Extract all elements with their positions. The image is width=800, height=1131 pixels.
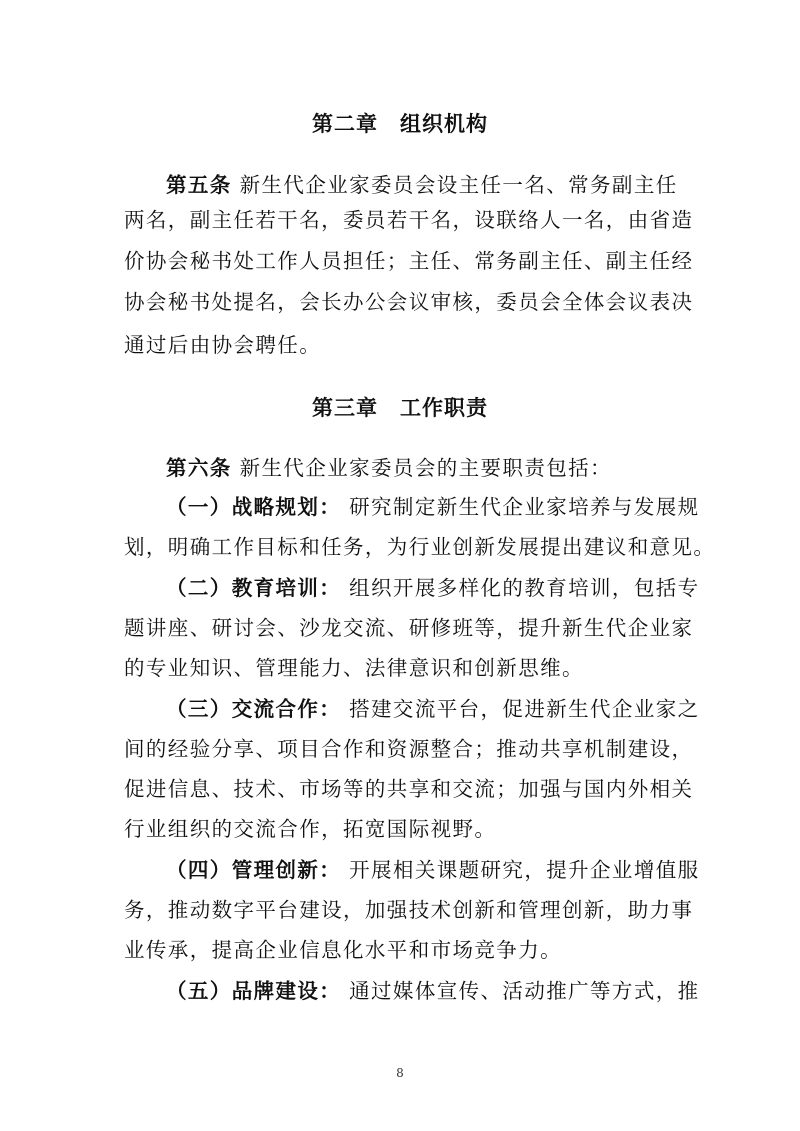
article-number: 第五条 — [166, 173, 232, 197]
article-text: 新生代企业家委员会的主要职责包括： — [239, 456, 612, 480]
duty-item-text: 通过媒体宣传、活动推广等方式，推 — [349, 979, 700, 1003]
article-text: 新生代企业家委员会设主任一名、常务副主任 — [239, 173, 678, 197]
duty-item-text: 研究制定新生代企业家培养与发展规 — [349, 495, 700, 519]
duty-text-line: 划，明确工作目标和任务，为行业创新发展提出建议和意见。 — [124, 535, 716, 559]
page-number: 8 — [396, 1066, 404, 1080]
duty-item-line — [166, 976, 700, 1006]
duty-item-line — [166, 855, 700, 885]
duty-text-line: 的专业知识、管理能力、法律意识和创新思维。 — [124, 656, 584, 680]
duty-item-title: （一）战略规划： — [166, 495, 342, 519]
duty-item-line — [166, 573, 700, 603]
article-text-line: 通过后由协会聘任。 — [124, 333, 322, 357]
duty-text-line: 促进信息、技术、市场等的共享和交流；加强与国内外相关 — [124, 777, 694, 801]
duty-text-line: 务，推动数字平台建设，加强技术创新和管理创新，助力事 — [124, 898, 694, 922]
chapter-heading: 第三章 工作职责 — [312, 396, 488, 420]
duty-item-title: （五）品牌建设： — [166, 979, 342, 1003]
duty-item-line — [166, 694, 700, 724]
duty-item-text: 组织开展多样化的教育培训，包括专 — [349, 576, 700, 600]
duty-text-line: 题讲座、研讨会、沙龙交流、研修班等，提升新生代企业家 — [124, 616, 694, 640]
duty-item-title: （二）教育培训： — [166, 576, 342, 600]
duty-item-line — [166, 492, 700, 522]
article-text-line: 协会秘书处提名，会长办公会议审核，委员会全体会议表决 — [124, 290, 694, 314]
article-text-line: 价协会秘书处工作人员担任；主任、常务副主任、副主任经 — [124, 249, 694, 273]
duty-item-title: （三）交流合作： — [166, 697, 342, 721]
duty-text-line: 业传承，提高企业信息化水平和市场竞争力。 — [124, 938, 562, 962]
duty-item-text: 搭建交流平台，促进新生代企业家之 — [349, 697, 700, 721]
duty-text-line: 行业组织的交流合作，拓宽国际视野。 — [124, 817, 497, 841]
duty-item-title: （四）管理创新： — [166, 858, 342, 882]
article-number: 第六条 — [166, 456, 232, 480]
article-paragraph-line — [166, 170, 684, 200]
article-text-line: 两名，副主任若干名，委员若干名，设联络人一名，由省造 — [124, 208, 694, 232]
duty-text-line: 间的经验分享、项目合作和资源整合；推动共享机制建设， — [124, 737, 694, 761]
article-paragraph-line — [166, 453, 684, 483]
duty-item-text: 开展相关课题研究，提升企业增值服 — [349, 858, 700, 882]
chapter-heading: 第二章 组织机构 — [312, 112, 488, 136]
